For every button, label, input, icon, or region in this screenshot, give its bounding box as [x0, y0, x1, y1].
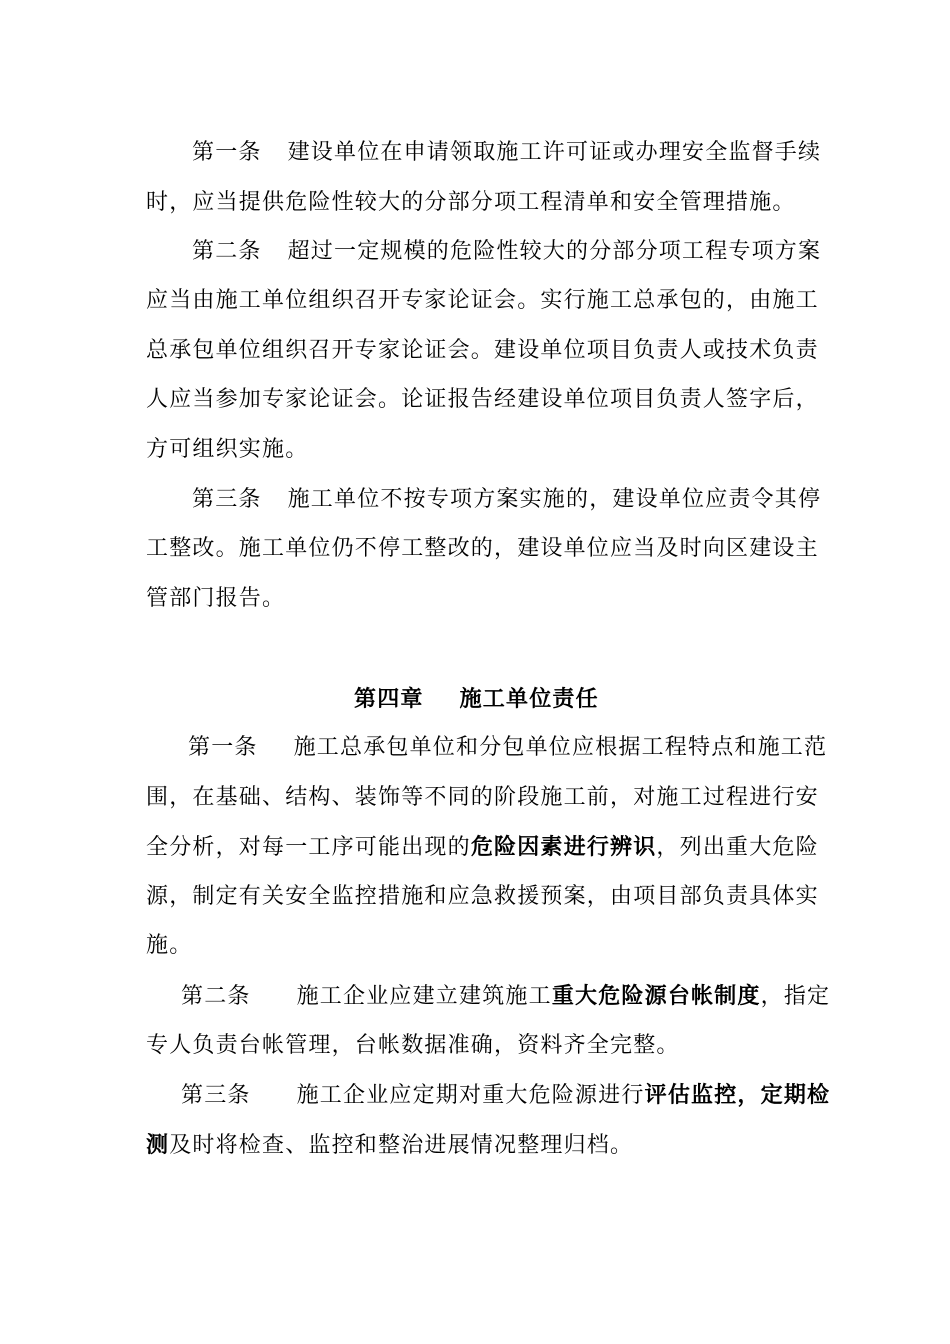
emphasis-text: 重大危险源台帐制度 [551, 983, 761, 1009]
chapter-heading [354, 684, 599, 714]
article-text: 施工单位不按专项方案实施的，建设单位应责令其停 [287, 487, 822, 512]
chapter-title: 施工单位责任 [459, 686, 599, 712]
article-text: 及时将检查、监控和整治进展情况整理归档。 [169, 1133, 634, 1158]
emphasis-text: 危险因素进行辨识 [470, 834, 657, 860]
ch4-article-1-line-2: 围，在基础、结构、装饰等不同的阶段施工前，对施工过程进行安 [146, 785, 819, 810]
article-2-line-5: 方可组织实施。 [146, 437, 309, 462]
article-2-line-3: 总承包单位组织召开专家论证会。建设单位项目负责人或技术负责 [146, 338, 819, 363]
article-3-line-3: 管部门报告。 [146, 586, 286, 611]
ch4-article-1-line-5: 施。 [146, 933, 193, 958]
article-label: 第一条 [188, 735, 258, 760]
emphasis-text: 评估监控，定期检 [644, 1082, 831, 1108]
article-text: 全分析，对每一工序可能出现的 [146, 835, 471, 860]
article-label: 第三条 [192, 487, 262, 512]
article-3-line-1 [192, 485, 821, 515]
ch4-article-1-line-4: 源，制定有关安全监控措施和应急救援预案，由项目部负责具体实 [146, 884, 819, 909]
article-2-line-2: 应当由施工单位组织召开专家论证会。实行施工总承包的，由施工 [146, 288, 819, 313]
ch4-article-1-line-1 [188, 733, 827, 763]
article-text: ，列出重大危险 [656, 835, 819, 860]
article-text: 施工企业应定期对重大危险源进行 [296, 1083, 645, 1108]
article-1-line-2: 时，应当提供危险性较大的分部分项工程清单和安全管理措施。 [146, 190, 796, 215]
article-text: 建设单位在申请领取施工许可证或办理安全监督手续 [287, 140, 822, 165]
ch4-article-2-line-2: 专人负责台帐管理，台帐数据准确，资料齐全完整。 [146, 1033, 680, 1058]
emphasis-text: 测 [146, 1132, 170, 1158]
article-label: 第二条 [181, 984, 251, 1009]
article-2-line-4: 人应当参加专家论证会。论证报告经建设单位项目负责人签字后， [146, 387, 819, 412]
article-1-line-1 [192, 138, 821, 168]
ch4-article-3-line-1 [181, 1080, 830, 1111]
article-text: 施工总承包单位和分包单位应根据工程特点和施工范 [293, 735, 828, 760]
article-2-line-1 [192, 237, 821, 267]
article-text: 施工企业应建立建筑施工 [296, 984, 552, 1009]
article-text: 超过一定规模的危险性较大的分部分项工程专项方案 [287, 239, 822, 264]
chapter-number: 第四章 [354, 686, 424, 712]
article-3-line-2: 工整改。施工单位仍不停工整改的，建设单位应当及时向区建设主 [146, 536, 819, 561]
article-label: 第二条 [192, 239, 262, 264]
article-label: 第三条 [181, 1083, 251, 1108]
article-text: ，指定 [760, 984, 831, 1009]
ch4-article-3-line-2 [146, 1130, 633, 1161]
ch4-article-2-line-1 [181, 981, 830, 1012]
article-label: 第一条 [192, 140, 262, 165]
ch4-article-1-line-3 [146, 832, 819, 863]
